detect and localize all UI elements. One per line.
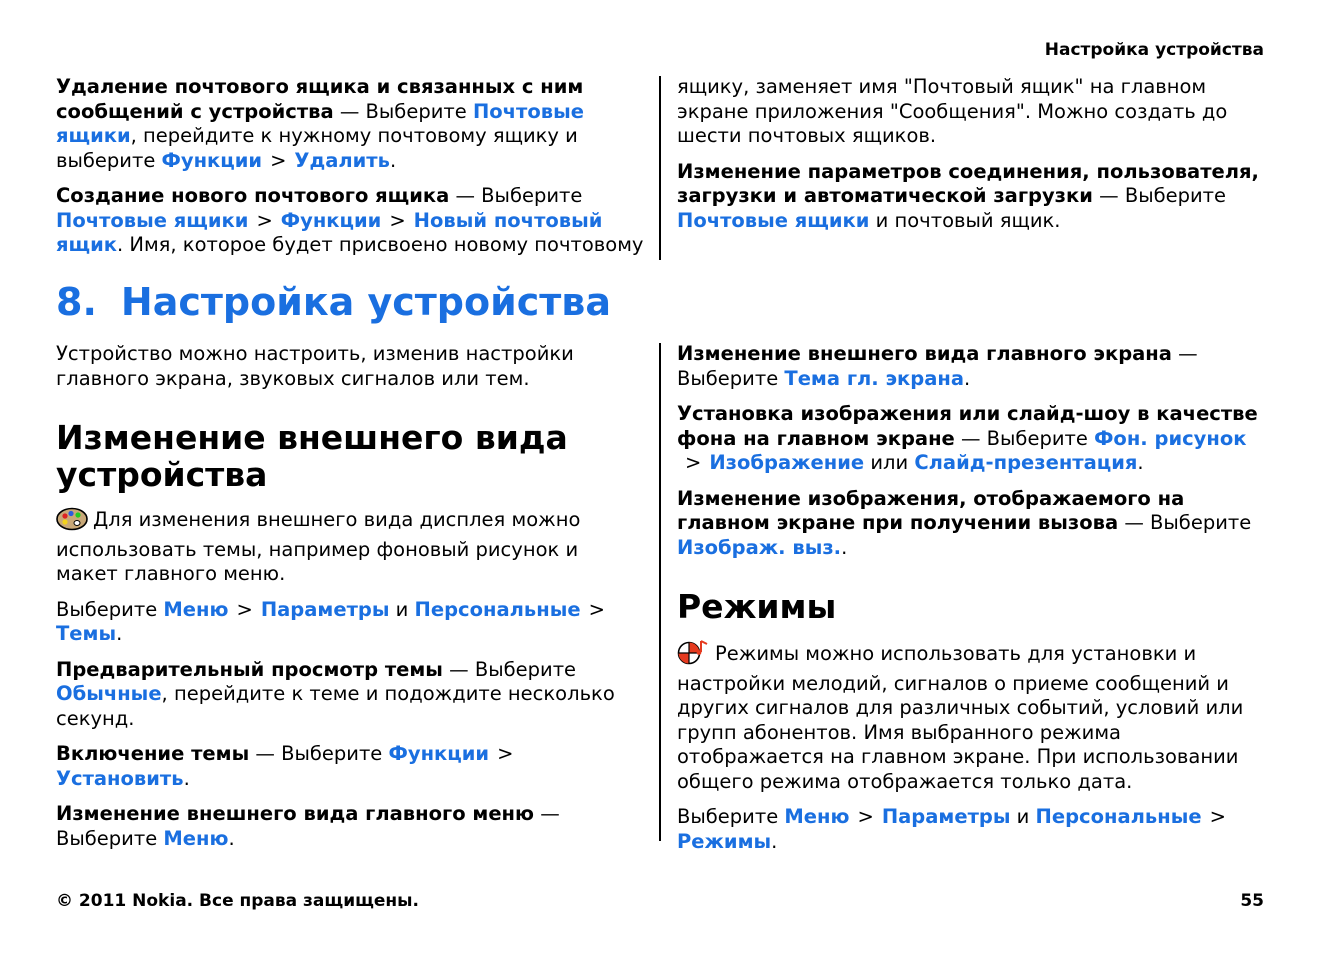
call-image-heading: Изменение изображения, отображаемого на главном экране при получении вызова bbox=[677, 486, 1185, 534]
themes-intro-paragraph: Для изменения внешнего вида дисплея можно использовать темы, например фоновый рисунок и макет главного меню. bbox=[56, 508, 581, 585]
top-left-column bbox=[56, 75, 644, 269]
image-link[interactable]: Изображение bbox=[709, 451, 865, 474]
right-column bbox=[677, 342, 1265, 865]
select-profiles-paragraph: Выберите Меню > Параметры и Персональные >Режимы. bbox=[677, 805, 1226, 853]
install-link[interactable]: Установить bbox=[56, 766, 184, 790]
delete-mailbox-paragraph: Удаление почтового ящика и связанных с ним сообщений с устройства — Выберите Почтовые ящики, перейдите к нужному почтовому ящику и выберите Функции > Удалить. bbox=[56, 75, 584, 172]
home-theme-link[interactable]: Тема гл. экрана bbox=[784, 366, 965, 390]
section-title-profiles: Режимы bbox=[677, 587, 837, 626]
call-image-paragraph: Изменение изображения, отображаемого на главном экране при получении вызова — Выберите Изображ. выз.. bbox=[677, 486, 1252, 559]
delete-mailbox-heading: Удаление почтового ящика и связанных с ним сообщений с устройства bbox=[56, 75, 584, 123]
call-image-link[interactable]: Изображ. выз. bbox=[677, 535, 842, 559]
mailboxes-link[interactable]: Почтовые ящики bbox=[56, 208, 249, 232]
select-themes-paragraph: Выберите Меню > Параметры и Персональные >Темы. bbox=[56, 597, 605, 645]
functions-link[interactable]: Функции bbox=[161, 148, 263, 172]
chapter-title-text: Настройка устройства bbox=[120, 280, 611, 324]
theme-enable-heading: Включение темы bbox=[56, 742, 250, 765]
chapter-title bbox=[56, 280, 611, 324]
intro-paragraph: Устройство можно настроить, изменив настройки главного экрана, звуковых сигналов или тем. bbox=[56, 342, 574, 390]
mailbox-name-paragraph: ящику, заменяет имя "Почтовый ящик" на главном экране приложения "Сообщения". Можно создать до шести почтовых ящиков. bbox=[677, 75, 1228, 147]
connection-settings-paragraph: Изменение параметров соединения, пользователя, загрузки и автоматической загрузки — Выберите Почтовые ящики и почтовый ящик. bbox=[677, 159, 1259, 232]
palette-icon bbox=[56, 507, 88, 538]
themes-link[interactable]: Темы bbox=[56, 622, 117, 645]
new-mailbox-link[interactable]: Новый почтовый ящик bbox=[56, 208, 603, 256]
settings-link[interactable]: Параметры bbox=[881, 805, 1011, 828]
personal-link[interactable]: Персональные bbox=[1035, 805, 1202, 828]
theme-preview-paragraph: Предварительный просмотр темы — Выберите Обычные, перейдите к теме и подождите несколько секунд. bbox=[56, 657, 615, 730]
main-menu-look-paragraph: Изменение внешнего вида главного меню — Выберите Меню. bbox=[56, 802, 560, 850]
home-screen-look-heading: Изменение внешнего вида главного экрана bbox=[677, 342, 1172, 365]
menu-link[interactable]: Меню bbox=[163, 597, 229, 621]
wallpaper-link[interactable]: Фон. рисунок bbox=[1094, 426, 1247, 450]
running-header: Настройка устройства bbox=[1044, 40, 1264, 60]
copyright: © 2011 Nokia. Все права защищены. bbox=[56, 891, 420, 911]
page-footer bbox=[56, 891, 1264, 911]
menu-link[interactable]: Меню bbox=[163, 826, 229, 850]
left-column bbox=[56, 342, 644, 862]
functions-link[interactable]: Функции bbox=[280, 208, 382, 232]
delete-link[interactable]: Удалить bbox=[294, 148, 390, 172]
wallpaper-heading: Установка изображения или слайд-шоу в качестве фона на главном экране bbox=[677, 402, 1258, 450]
column-divider bbox=[659, 76, 661, 260]
section-title-appearance: Изменение внешнего вида устройства bbox=[56, 418, 568, 494]
top-right-column bbox=[677, 75, 1265, 244]
page-number: 55 bbox=[1240, 891, 1264, 911]
profiles-icon bbox=[677, 639, 710, 672]
slideshow-link[interactable]: Слайд-презентация bbox=[914, 451, 1138, 474]
functions-link[interactable]: Функции bbox=[388, 742, 490, 765]
column-divider bbox=[659, 343, 661, 841]
menu-link[interactable]: Меню bbox=[784, 805, 850, 828]
mailboxes-link[interactable]: Почтовые ящики bbox=[677, 208, 870, 232]
personal-link[interactable]: Персональные bbox=[414, 597, 581, 621]
settings-link[interactable]: Параметры bbox=[260, 597, 390, 621]
home-screen-look-paragraph: Изменение внешнего вида главного экрана — Выберите Тема гл. экрана. bbox=[677, 342, 1198, 390]
new-mailbox-heading: Создание нового почтового ящика bbox=[56, 184, 450, 207]
mailboxes-link[interactable]: Почтовые ящики bbox=[56, 99, 584, 147]
profiles-intro-paragraph: Режимы можно использовать для установки и настройки мелодий, сигналов о приеме сообщений и других сигналов для различных событий, условий или групп абонентов. Имя выбранного режима отображается на главном экране. При использовании общего режима отображается только дата. bbox=[677, 639, 1265, 794]
wallpaper-paragraph: Установка изображения или слайд-шоу в качестве фона на главном экране — Выберите Фон. рисунок> Изображение или Слайд-презентация. bbox=[677, 402, 1258, 474]
normal-link[interactable]: Обычные bbox=[56, 682, 162, 705]
connection-settings-heading: Изменение параметров соединения, пользователя, загрузки и автоматической загрузки bbox=[677, 159, 1259, 207]
theme-enable-paragraph: Включение темы — Выберите Функции >Установить. bbox=[56, 742, 514, 790]
theme-preview-heading: Предварительный просмотр темы bbox=[56, 657, 443, 681]
main-menu-look-heading: Изменение внешнего вида главного меню bbox=[56, 802, 534, 825]
new-mailbox-paragraph: Создание нового почтового ящика — Выберите Почтовые ящики > Функции > Новый почтовый ящик. Имя, которое будет присвоено новому почтовому bbox=[56, 184, 644, 256]
profiles-link[interactable]: Режимы bbox=[677, 829, 772, 853]
chapter-number: 8. bbox=[56, 280, 97, 324]
